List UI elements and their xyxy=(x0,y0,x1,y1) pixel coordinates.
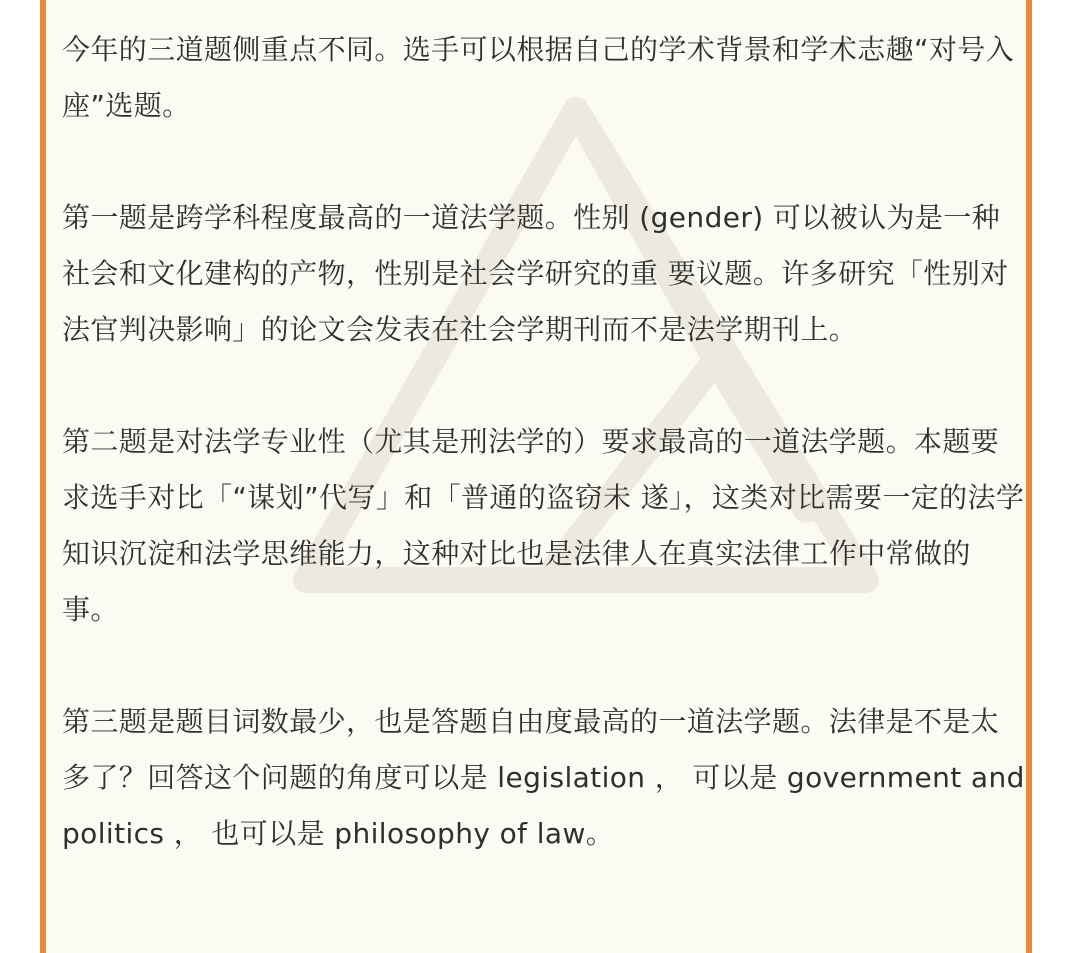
article-card xyxy=(40,0,1032,953)
article-body xyxy=(62,22,1026,862)
paragraph-question-two: 第二题是对法学专业性（尤其是刑法学的）要求最高的一道法学题。本题要求选手对比「“谋划”代写」和「普通的盗窃未 遂」，这类对比需要一定的法学知识沉淀和法学思维能力，这种对比也是法律人在真实法律工作中常做的事。 xyxy=(62,425,1025,626)
paragraph-question-three: 第三题是题目词数最少，也是答题自由度最高的一道法学题。法律是不是太多了？回答这个问题的角度可以是 legislation ， 可以是 government and politics ， 也可以是 philosophy of law。 xyxy=(62,705,1025,850)
paragraph-question-one: 第一题是跨学科程度最高的一道法学题。性别 (gender) 可以被认为是一种社会和文化建构的产物，性别是社会学研究的重 要议题。许多研究「性别对法官判决影响」的论文会发表在社会学期刊而不是法学期刊上。 xyxy=(62,201,1009,346)
paragraph-intro: 今年的三道题侧重点不同。选手可以根据自己的学术背景和学术志趣“对号入座”选题。 xyxy=(62,33,1015,122)
